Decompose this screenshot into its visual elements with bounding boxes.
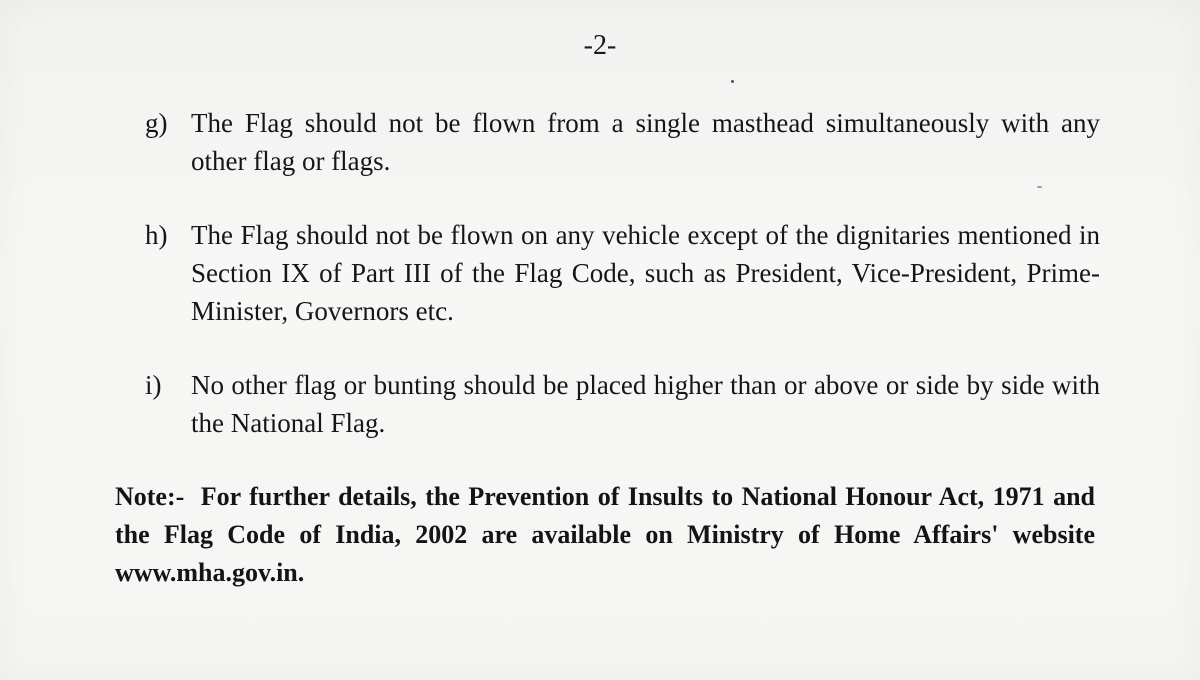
clause-h (145, 216, 1100, 330)
note-text: For further details, the Prevention of Insults to National Honour Act, 1971 and the Flag Code of India, 2002 are available on Ministry of Home Affairs' website www.mha.gov.in. (115, 482, 1096, 587)
clause-g (145, 104, 1100, 180)
clause-marker: g) (145, 108, 168, 138)
clause-list (145, 104, 1100, 478)
clause-marker: h) (145, 220, 168, 250)
note-paragraph (115, 478, 1095, 592)
clause-text: The Flag should not be flown on any vehicle except of the dignitaries mentioned in Section IX of Part III of the Flag Code, such as President, Vice-President, Prime-Minister, Governors etc. (191, 220, 1100, 326)
clause-text: No other flag or bunting should be placed higher than or above or side by side with the National Flag. (191, 370, 1100, 438)
clause-i (145, 366, 1100, 442)
page-number: -2- (583, 30, 617, 61)
clause-marker: i) (145, 370, 162, 400)
note-label: Note:- (115, 482, 185, 511)
clause-text: The Flag should not be flown from a single masthead simultaneously with any other flag or flags. (191, 108, 1100, 176)
scan-speck (731, 80, 734, 83)
